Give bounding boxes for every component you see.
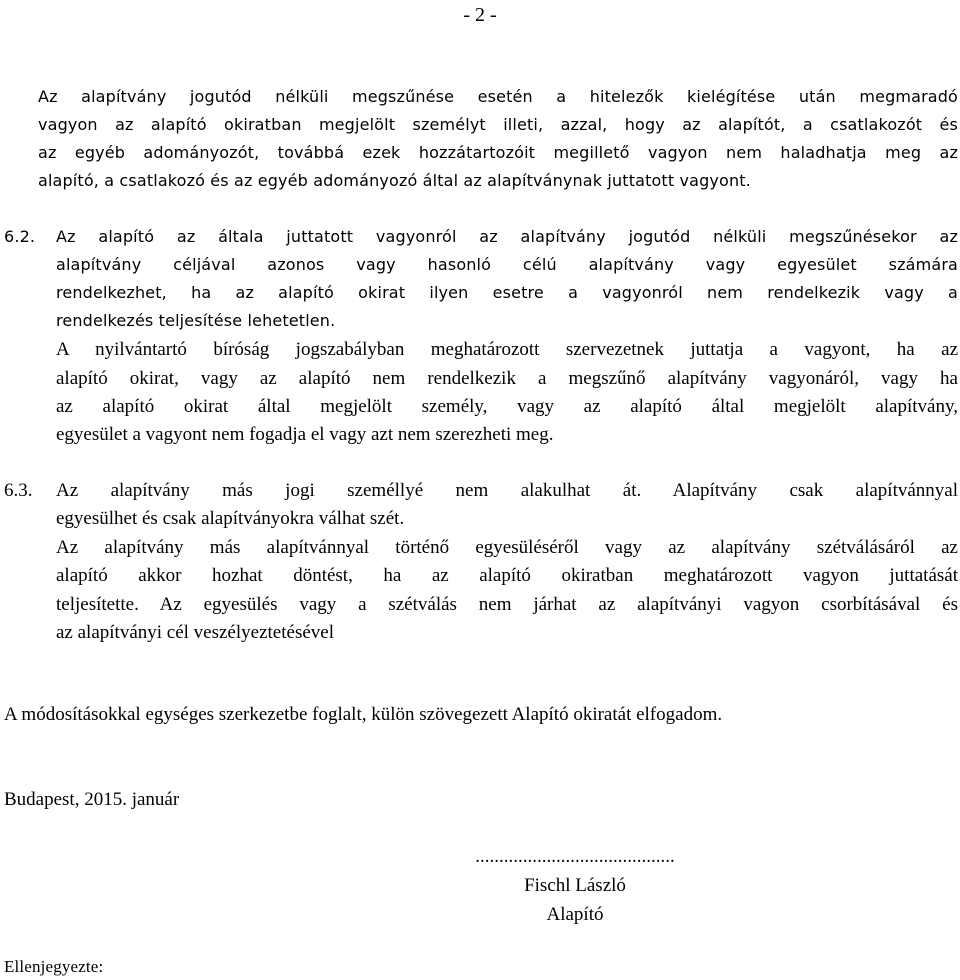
- section-number: 6.2.: [4, 227, 36, 246]
- section-6-2-line-8: egyesület a vagyont nem fogadja el vagy azt nem szerezheti meg.: [56, 424, 554, 445]
- section-6-2-first-line: [4, 224, 958, 250]
- para1-line-1: Az alapítvány jogutód nélküli megszűnése esetén a hitelezők kielégítése után megmaradó: [38, 87, 958, 106]
- page-number: - 2 -: [463, 4, 497, 26]
- section-6-2-line-7: az alapító okirat által megjelölt személy, vagy az alapító által megjelölt alapítvány,: [56, 396, 958, 417]
- section-6-3-first-line: [4, 478, 958, 504]
- section-6-3-line-1: Az alapítvány más jogi személlyé nem alakulhat át. Alapítvány csak alapítvánnyal: [56, 480, 958, 501]
- section-6-3-line-5: teljesítette. Az egyesülés vagy a szétválás nem járhat az alapítványi vagyon csorbításával és: [56, 594, 958, 615]
- section-6-2-line-4: rendelkezés teljesítése lehetetlen.: [56, 311, 336, 330]
- para1-line-2: vagyon az alapító okiratban megjelölt személyt illeti, azzal, hogy az alapítót, a csatlakozót és: [38, 115, 958, 134]
- section-6-2-line-5: A nyilvántartó bíróság jogszabályban meghatározott szervezetnek juttatja a vagyont, ha az: [56, 339, 958, 360]
- section-6-3-line-2: egyesülhet és csak alapítványokra válhat szét.: [56, 508, 405, 529]
- section-6-3-line-3: Az alapítvány más alapítvánnyal történő egyesüléséről vagy az alapítvány szétválásáról az: [56, 537, 958, 558]
- countersign-label: Ellenjegyezte:: [4, 957, 104, 976]
- section-6-2-line-2: alapítvány céljával azonos vagy hasonló célú alapítvány vagy egyesület számára: [56, 255, 958, 274]
- section-6-2-line-3: rendelkezhet, ha az alapító okirat ilyen esetre a vagyonról nem rendelkezik vagy a: [56, 283, 958, 302]
- section-6-2-line-6: alapító okirat, vagy az alapító nem rendelkezik a megszűnő alapítvány vagyonáról, vagy ha: [56, 368, 958, 389]
- place-date: Budapest, 2015. január: [4, 789, 180, 810]
- para1-line-4: alapító, a csatlakozó és az egyéb adományozó által az alapítványnak juttatott vagyont.: [38, 171, 751, 190]
- para1-line-3: az egyéb adományozót, továbbá ezek hozzátartozóit megillető vagyon nem haladhatja meg az: [38, 143, 958, 162]
- section-6-3-line-4: alapító akkor hozhat döntést, ha az alapító okiratban meghatározott vagyon juttatását: [56, 565, 958, 586]
- signature-line: ..........................................: [475, 846, 675, 867]
- section-6-3-line-6: az alapítványi cél veszélyeztetésével: [56, 622, 334, 643]
- signature-block: [400, 842, 750, 929]
- section-6-2-line-1: Az alapító az általa juttatott vagyonról az alapítvány jogutód nélküli megszűnésekor az: [56, 227, 958, 246]
- signatory-name: Fischl László: [524, 875, 626, 896]
- approval-statement: A módosításokkal egységes szerkezetbe foglalt, külön szövegezett Alapító okiratát elfogadom.: [4, 704, 723, 725]
- signatory-role: Alapító: [546, 904, 604, 925]
- section-number: 6.3.: [4, 480, 33, 501]
